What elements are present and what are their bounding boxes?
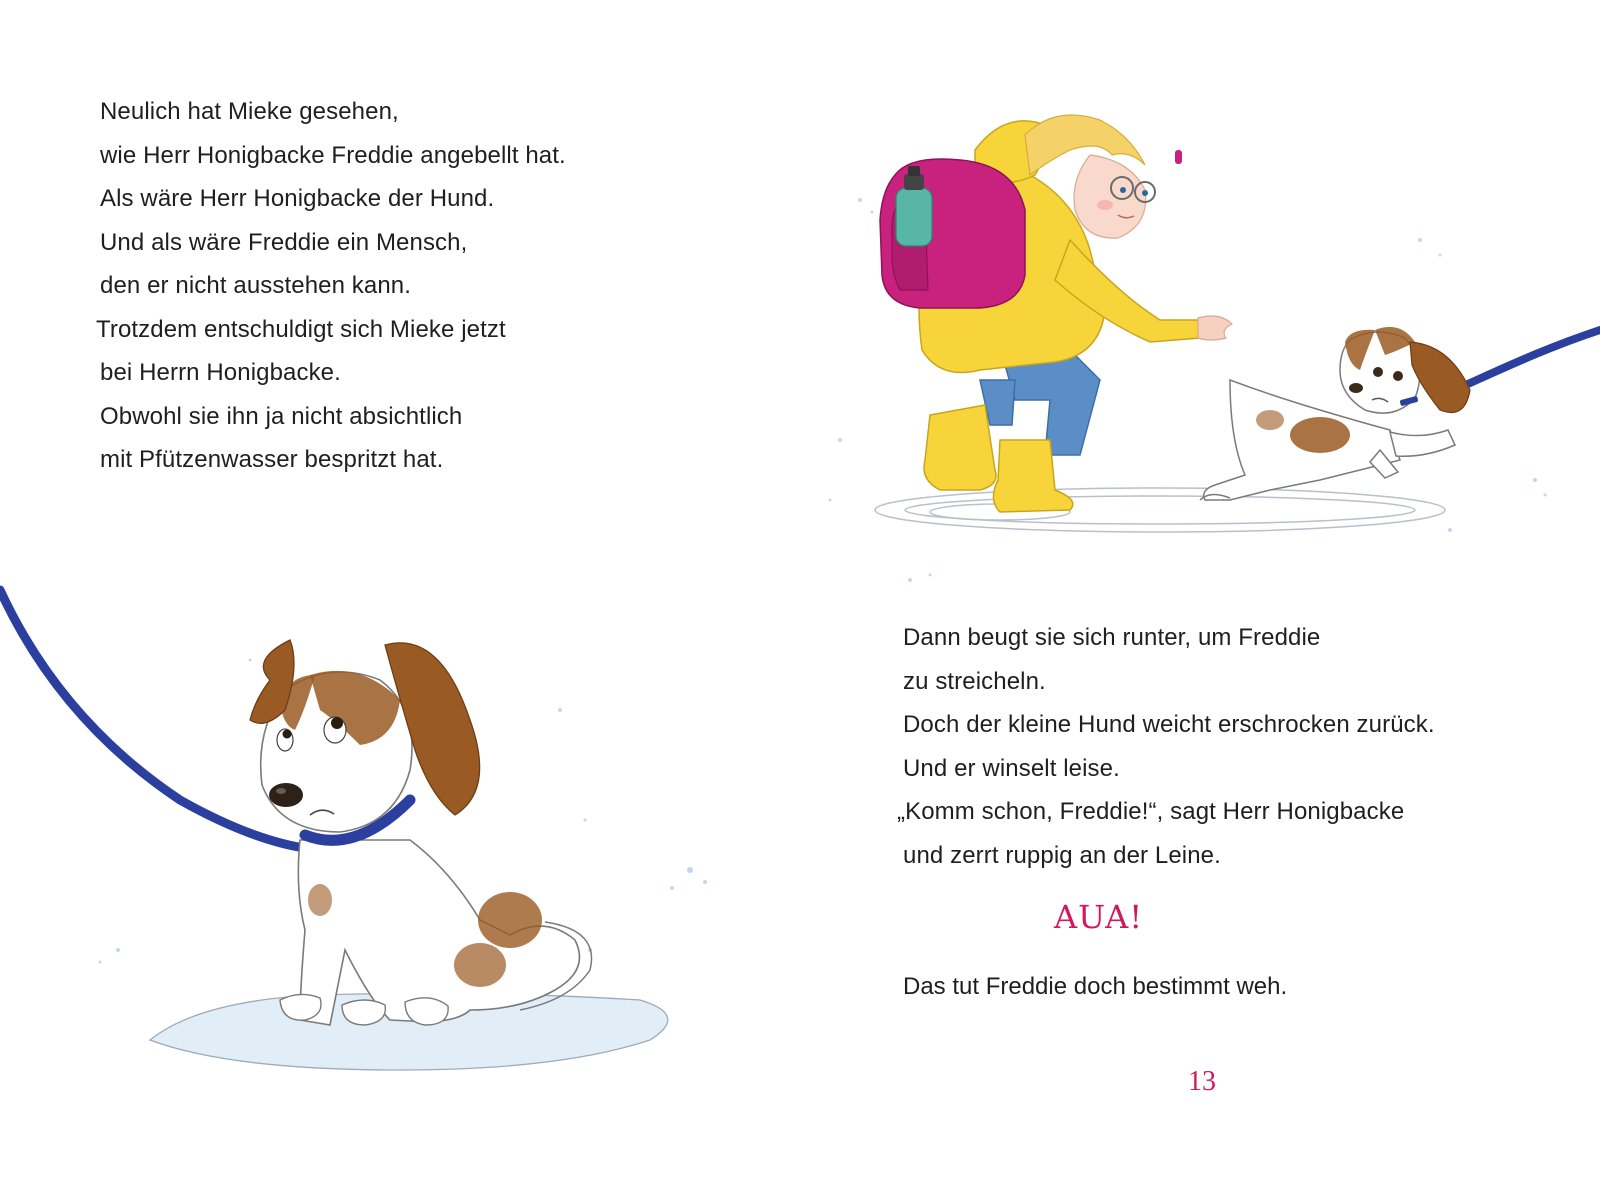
left-page-text <box>96 90 566 482</box>
text-line: den er nicht ausstehen kann. <box>100 272 412 299</box>
sitting-puppy <box>250 640 592 1025</box>
text-line: Neulich hat Mieke gesehen, <box>100 98 399 125</box>
text-line: bei Herrn Honigbacke. <box>100 359 341 386</box>
page-number: 13 <box>1188 1066 1216 1097</box>
text-line: Dann beugt sie sich runter, um Freddie <box>903 624 1321 651</box>
text-line: „Komm schon, Freddie!“, sagt Herr Honigbacke <box>897 798 1405 825</box>
text-line: und zerrt ruppig an der Leine. <box>903 841 1221 869</box>
text-line: mit Pfützenwasser bespritzt hat. <box>100 446 444 473</box>
text-line: Obwohl sie ihn ja nicht absichtlich <box>100 402 463 430</box>
exclamation-aua: AUA! <box>1054 898 1144 936</box>
girl-figure <box>880 115 1232 512</box>
text-line: Doch der kleine Hund weicht erschrocken zurück. <box>903 711 1435 738</box>
text-line: Und als wäre Freddie ein Mensch, <box>100 228 468 256</box>
right-page-text <box>897 616 1435 877</box>
running-puppy <box>1200 327 1470 500</box>
puddle <box>875 488 1445 532</box>
text-line: wie Herr Honigbacke Freddie angebellt hat. <box>100 141 566 169</box>
leash <box>1450 330 1600 392</box>
sitting-puppy-illustration <box>0 570 780 1090</box>
text-line: Trotzdem entschuldigt sich Mieke jetzt <box>96 315 506 343</box>
text-line: Und er winselt leise. <box>903 754 1120 782</box>
girl-and-puppy-illustration <box>800 80 1600 580</box>
text-line-final: Das tut Freddie doch bestimmt weh. <box>903 973 1288 1000</box>
text-line: zu streicheln. <box>903 667 1046 695</box>
text-line: Als wäre Herr Honigbacke der Hund. <box>100 185 495 212</box>
